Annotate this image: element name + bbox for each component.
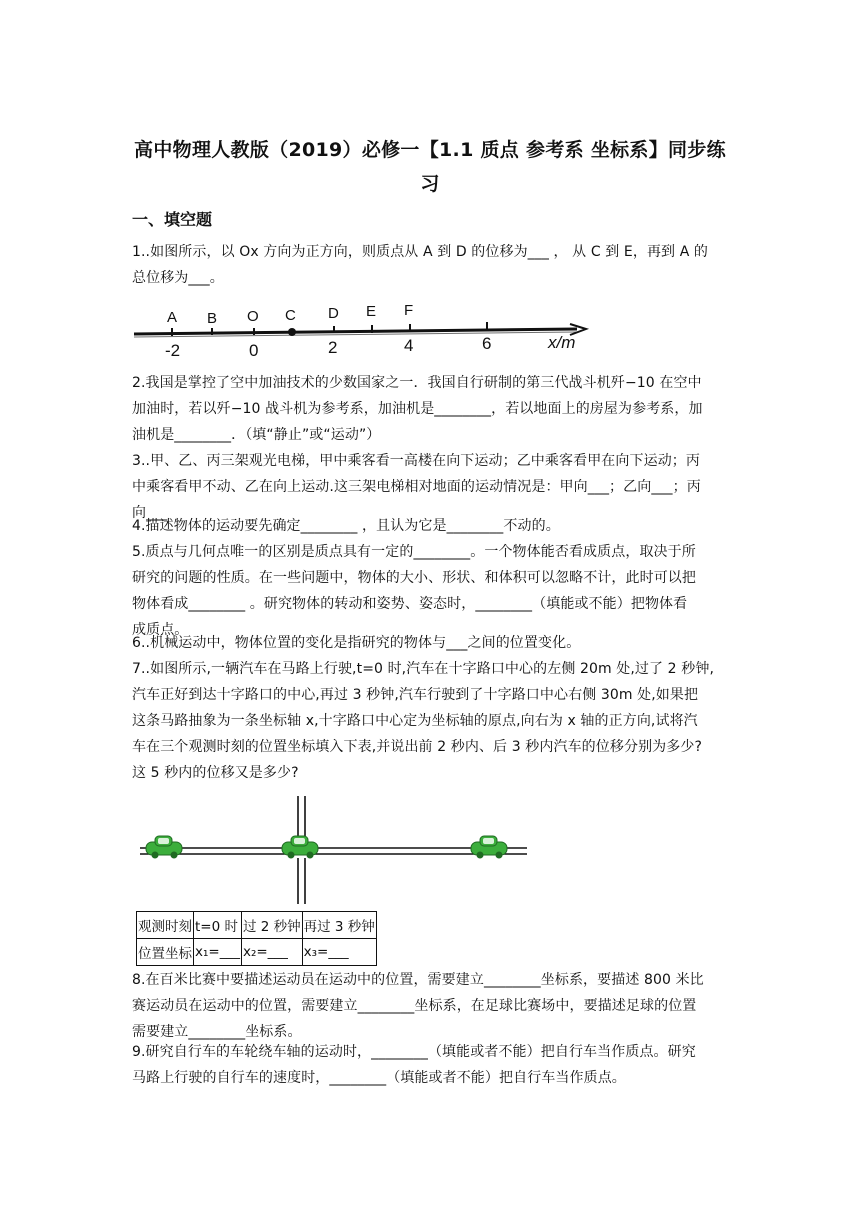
point-label-f: F xyxy=(404,302,414,319)
question-8-line-2: 赛运动员在运动中的位置，需要建立________坐标系，在足球比赛场中，要描述足球的位置 xyxy=(132,998,697,1014)
table-row xyxy=(137,939,377,966)
point-label-e: E xyxy=(366,303,377,320)
tick-labels xyxy=(165,333,575,360)
table-header-cell: t=0 时 xyxy=(194,912,242,939)
question-4-line-1: 4.描述物体的运动要先确定________ ，且认为它是________不动的。 xyxy=(132,518,560,534)
point-labels xyxy=(167,302,413,327)
car-icon-right xyxy=(471,836,507,859)
table-header-cell: 观测时刻 xyxy=(137,912,194,939)
table-header-cell: 再过 3 秒钟 xyxy=(302,912,376,939)
question-3-line-3: 向___ xyxy=(132,505,168,521)
intersection-figure xyxy=(132,796,532,908)
question-9-line-2: 马路上行驶的自行车的速度时，________（填能或者不能）把自行车当作质点。 xyxy=(132,1070,626,1086)
point-label-o: O xyxy=(247,308,259,325)
question-7 xyxy=(132,656,732,786)
table-cell-blank[interactable]: x₂=___ xyxy=(241,939,302,966)
question-5 xyxy=(132,539,732,643)
question-6-line-1: 6..机械运动中，物体位置的变化是指研究的物体与___之间的位置变化。 xyxy=(132,635,581,651)
question-7-line-5: 这 5 秒内的位移又是多少? xyxy=(132,765,299,781)
point-label-a: A xyxy=(167,309,178,326)
question-9 xyxy=(132,1039,732,1091)
question-8-line-1: 8.在百米比赛中要描述运动员在运动中的位置，需要建立________坐标系，要描述 800 米比 xyxy=(132,972,704,988)
question-8 xyxy=(132,967,732,1045)
question-2-line-1: 2.我国是掌控了空中加油技术的少数国家之一．我国自行研制的第三代战斗机歼−10 在空中 xyxy=(132,375,702,391)
tick-label: 0 xyxy=(249,341,259,360)
title-line-2: 习 xyxy=(420,173,440,195)
question-5-line-3: 物体看成________ 。研究物体的转动和姿势、姿态时，________（填能或不能）把物体看 xyxy=(132,596,688,612)
question-1-line-2: 总位移为___。 xyxy=(132,270,224,286)
car-icon-left xyxy=(146,836,182,859)
question-1 xyxy=(132,239,732,291)
question-5-line-4: 成质点。 xyxy=(132,622,189,638)
observation-table xyxy=(136,911,377,966)
question-6 xyxy=(132,630,732,656)
page-title xyxy=(120,133,740,201)
question-9-line-1: 9.研究自行车的车轮绕车轴的运动时，________（填能或者不能）把自行车当作质点。研究 xyxy=(132,1044,696,1060)
tick-label: 6 xyxy=(482,334,492,353)
question-2-line-3: 油机是________．（填“静止”或“运动”） xyxy=(132,427,381,443)
question-2 xyxy=(132,370,732,448)
point-label-c: C xyxy=(285,307,296,324)
question-7-line-1: 7..如图所示,一辆汽车在马路上行驶,t=0 时,汽车在十字路口中心的左侧 20m 处,过了 2 秒钟, xyxy=(132,661,714,677)
section-heading: 一、填空题 xyxy=(132,210,213,229)
title-line-1: 高中物理人教版（2019）必修一【1.1 质点 参考系 坐标系】同步练 xyxy=(134,139,726,161)
question-5-line-2: 研究的问题的性质。在一些问题中，物体的大小、形状、和体积可以忽略不计，此时可以把 xyxy=(132,570,696,586)
road-lines xyxy=(140,796,527,904)
point-label-d: D xyxy=(328,305,339,322)
question-3-line-2: 中乘客看甲不动、乙在向上运动.这三架电梯相对地面的运动情况是：甲向___；乙向___；丙 xyxy=(132,479,701,495)
question-4 xyxy=(132,513,732,539)
question-2-line-2: 加油时，若以歼−10 战斗机为参考系，加油机是________，若以地面上的房屋为参考系，加 xyxy=(132,401,703,417)
question-3-line-1: 3..甲、乙、丙三架观光电梯，甲中乘客看一高楼在向下运动；乙中乘客看甲在向下运动；丙 xyxy=(132,453,701,469)
car-icon-center xyxy=(282,836,318,859)
table-cell-blank[interactable]: x₁=___ xyxy=(194,939,242,966)
number-line-figure xyxy=(132,298,602,362)
question-7-line-3: 这条马路抽象为一条坐标轴 x,十字路口中心定为坐标轴的原点,向右为 x 轴的正方向,试将汽 xyxy=(132,713,698,729)
tick-label: 2 xyxy=(328,338,338,357)
point-c-marker xyxy=(288,328,296,336)
point-label-b: B xyxy=(207,310,218,327)
table-row xyxy=(137,912,377,939)
question-1-line-1: 1..如图所示，以 Ox 方向为正方向，则质点从 A 到 D 的位移为___ ， 从 C 到 E，再到 A 的 xyxy=(132,244,709,260)
tick-label: 4 xyxy=(404,336,414,355)
table-cell-blank[interactable]: x₃=___ xyxy=(302,939,376,966)
table-header-cell: 过 2 秒钟 xyxy=(241,912,302,939)
tick-label: -2 xyxy=(165,341,181,360)
question-8-line-3: 需要建立________坐标系。 xyxy=(132,1024,302,1040)
question-5-line-1: 5.质点与几何点唯一的区别是质点具有一定的________。一个物体能否看成质点，取决于所 xyxy=(132,544,696,560)
question-7-line-4: 车在三个观测时刻的位置坐标填入下表,并说出前 2 秒内、后 3 秒内汽车的位移分别为多少? xyxy=(132,739,702,755)
axis-unit-label: x/m xyxy=(548,333,576,352)
question-7-line-2: 汽车正好到达十字路口的中心,再过 3 秒钟,汽车行驶到了十字路口中心右侧 30m 处,如果把 xyxy=(132,687,699,703)
table-cell: 位置坐标 xyxy=(137,939,194,966)
